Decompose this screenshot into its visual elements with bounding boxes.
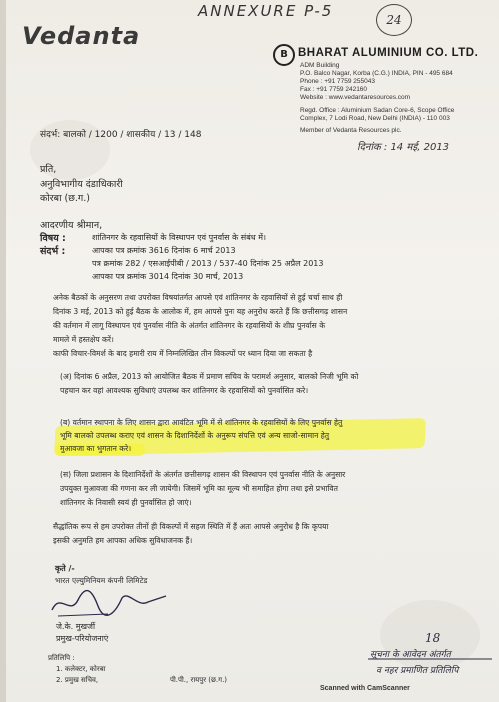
address-line: Regd. Office : Aluminium Sadan Core-6, Scope Office bbox=[300, 107, 455, 114]
closing-line: इसकी अनुमति हम आपका अधिक सुविधाजनक हैं। bbox=[53, 536, 193, 545]
page-edge-shadow bbox=[0, 0, 6, 702]
reference-item: आपका पत्र क्रमांक 3616 दिनांक 6 मार्च 2013 bbox=[92, 246, 236, 255]
address-line: Member of Vedanta Resources plc. bbox=[300, 127, 402, 134]
cc-label: प्रतिलिपि : bbox=[48, 654, 75, 662]
option-c-line: उपयुक्त मुआवजा की गणना कर ली जायेगी। जिसमें भूमि का मूल्य भी समाहित होगा तथा इसे प्रभावित bbox=[60, 484, 338, 493]
option-b-line: भूमि बालको उपलब्ध कराए एवं शासन के दिशानिर्देशों के अनुरूप संपत्ति एवं अन्य साजो-सामान हेतु bbox=[60, 431, 330, 440]
cc-item: 2. प्रमुख सचिव, bbox=[56, 676, 99, 684]
signatory-title: प्रमुख-परियोजनाएं bbox=[56, 634, 109, 643]
references-label: संदर्भ : bbox=[40, 246, 66, 257]
page-number-circled: 24 bbox=[376, 4, 412, 36]
body-paragraph-line: काफी विचार-विमर्श के बाद हमारी राय में निम्नलिखित तीन विकल्पों पर ध्यान दिया जा सकता है bbox=[53, 349, 313, 358]
address-line: ADM Building bbox=[300, 62, 340, 69]
closing-line: सैद्धांतिक रूप से हम उपरोक्त तीनों ही विकल्पों में सहज स्थिति में हैं अतः आपसे अनुरोध है कि कृपया bbox=[53, 522, 329, 531]
address-line: Phone : +91 7759 255043 bbox=[300, 78, 376, 85]
vedanta-logo: Vedanta bbox=[22, 22, 141, 50]
subject-label: विषय : bbox=[40, 233, 66, 244]
handwritten-signature bbox=[48, 586, 178, 622]
recipient-prefix: प्रति, bbox=[40, 164, 57, 175]
option-b-line: मुआवजा का भुगतान करे। bbox=[60, 444, 132, 453]
cc-item: 1. कलेक्टर, कोरबा bbox=[56, 665, 106, 673]
annexure-label: ANNEXURE P-5 bbox=[198, 2, 334, 20]
handwritten-number: 18 bbox=[425, 631, 441, 645]
recipient-place: कोरबा (छ.ग.) bbox=[40, 193, 91, 204]
option-c-line: (स) जिला प्रशासन के दिशानिर्देशों के अंतर्गत छत्तीसगढ़ शासन की विस्थापन एवं पुनर्वास नीति के अनुसार bbox=[60, 470, 346, 479]
cc-item-right: पी.पी., रायपुर (छ.ग.) bbox=[170, 676, 228, 684]
handwritten-note: सूचना के आवेदन अंतर्गत bbox=[370, 650, 451, 660]
option-c-line: शांतिनगर के निवासी स्वयं ही पुनर्वासित हो जाएं। bbox=[60, 498, 192, 507]
option-a-line: (अ) दिनांक 6 अप्रैल, 2013 को आयोजित बैठक में प्रमाण सचिव के परामर्श अनुसार, बालको निजी भूमि को bbox=[60, 372, 359, 381]
salutation: आदरणीय श्रीमान, bbox=[40, 220, 103, 231]
body-paragraph-line: मामले में हस्तक्षेप करें। bbox=[53, 335, 114, 344]
reference-item: पत्र क्रमांक 282 / एसआईपीबी / 2013 / 537-40 दिनांक 25 अप्रैल 2013 bbox=[92, 259, 324, 268]
company-name: BHARAT ALUMINIUM CO. LTD. bbox=[298, 47, 479, 59]
body-paragraph-line: की वर्तमान में लागू विस्थापन एवं पुनर्वास नीति के अंतर्गत शांतिनगर के रहवासियों के शीघ्र पुनर्वास के bbox=[53, 321, 326, 330]
sign-off: कृते /- bbox=[55, 564, 75, 573]
address-line: P.O. Balco Nagar, Korba (C.G.) INDIA, PIN - 495 684 bbox=[300, 70, 453, 77]
handwritten-note: व नहर प्रमाणित प्रतिलिपि bbox=[376, 666, 459, 676]
recipient-designation: अनुविभागीय दंडाधिकारी bbox=[40, 179, 123, 190]
letter-date: दिनांक : 14 मई, 2013 bbox=[357, 142, 450, 153]
address-line: Fax : +91 7759 242160 bbox=[300, 86, 368, 93]
company-name-hindi: भारत एल्युमिनियम कंपनी लिमिटेड bbox=[55, 576, 148, 585]
camscanner-watermark: Scanned with CamScanner bbox=[320, 685, 410, 692]
address-line: Website : www.vedantaresources.com bbox=[300, 94, 411, 101]
address-line: Complex, 7 Lodi Road, New Delhi (INDIA) - 110 003 bbox=[300, 115, 450, 122]
option-b-line: (ब) वर्तमान स्थापना के लिए शासन द्वारा आवंटित भूमि में से शांतिनगर के रहवासियों के लिए पुनर्वास हेतु bbox=[60, 418, 343, 427]
balco-emblem-icon: B bbox=[273, 44, 295, 66]
option-a-line: पहचान कर वहां आवश्यक सुविधाएं उपलब्ध कर शांतिनगर के रहवासियों को पुनर्वासित करे। bbox=[60, 386, 309, 395]
reference-number: संदर्भ: बालको / 1200 / शासकीय / 13 / 148 bbox=[40, 130, 202, 140]
body-paragraph-line: दिनांक 3 मई, 2013 को हुई बैठक के आलोक में, हम आपसे पुनः यह अनुरोध करते हैं कि छत्तीसगढ़ शासन bbox=[53, 307, 348, 316]
subject-text: शांतिनगर के रहवासियों के विस्थापन एवं पुनर्वास के संबंध में। bbox=[92, 233, 267, 242]
handwritten-underline bbox=[366, 657, 496, 661]
signatory-name: जे.के. मुखर्जी bbox=[56, 622, 96, 631]
reference-item: आपका पत्र क्रमांक 3014 दिनांक 30 मार्च, 2013 bbox=[92, 272, 244, 281]
body-paragraph-line: अनेक बैठकों के अनुसरण तथा उपरोक्त विषयांतर्गत आपसे एवं शांतिनगर के रहवासियों से हुई चर्चा साथ ही bbox=[53, 293, 343, 302]
